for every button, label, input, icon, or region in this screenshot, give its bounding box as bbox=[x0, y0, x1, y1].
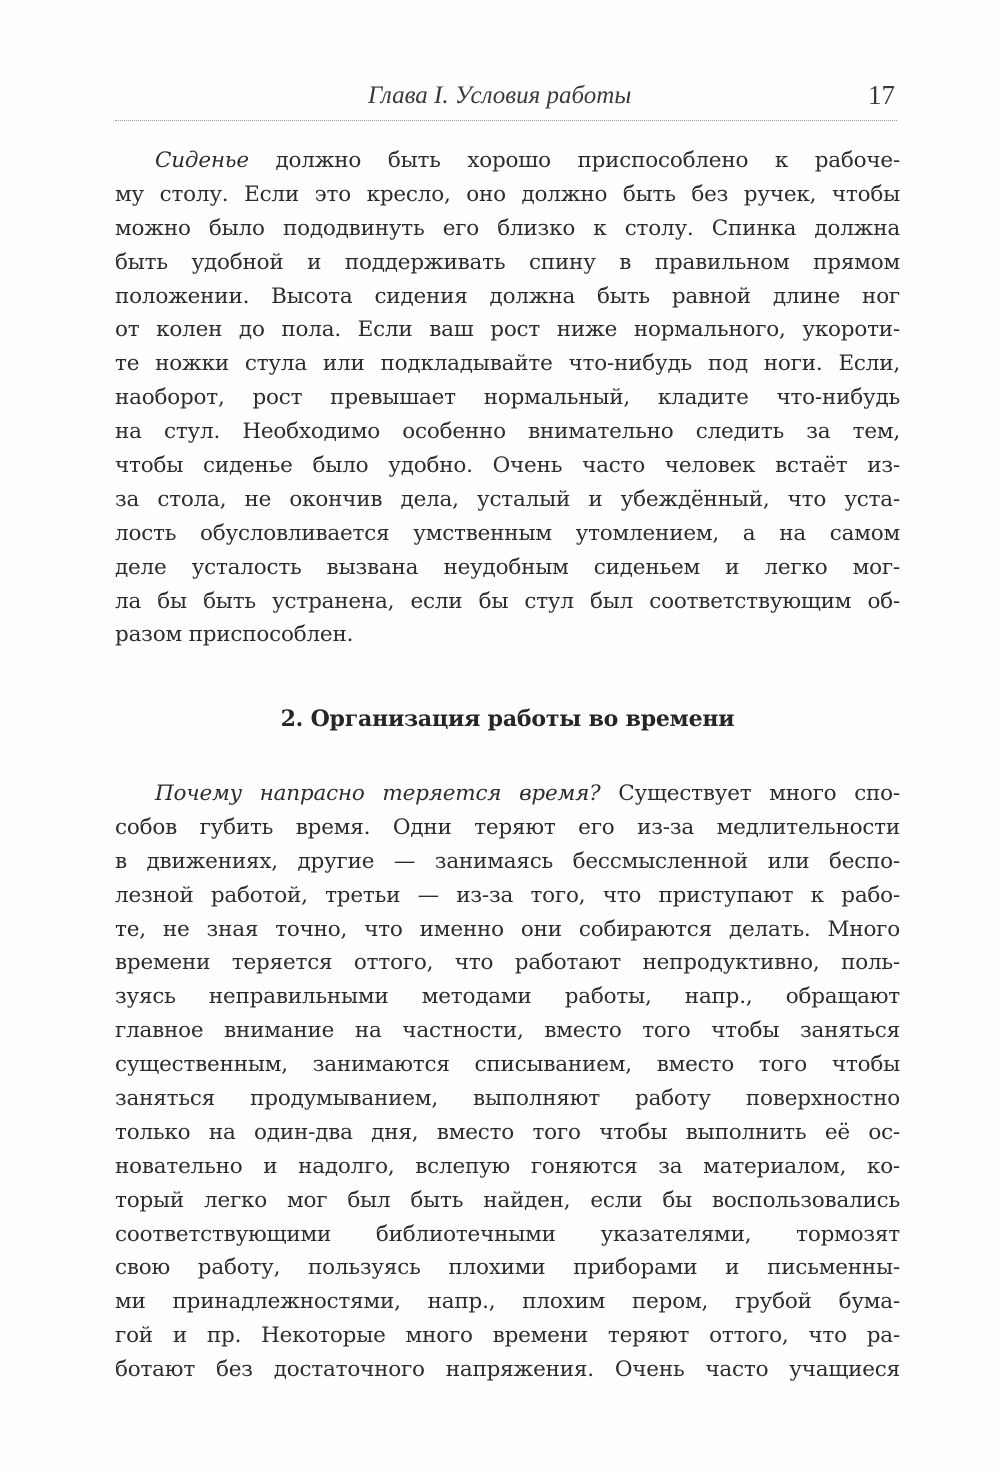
paragraph-line: зуясь неправильными методами работы, напр., обращают bbox=[115, 984, 900, 1010]
paragraph-line: свою работу, пользуясь плохими приборами и письменны- bbox=[115, 1255, 900, 1281]
paragraph-line: положении. Высота сидения должна быть равной длине ног bbox=[115, 283, 900, 309]
paragraph-line: на стул. Необходимо особенно внимательно следить за тем, bbox=[115, 419, 900, 445]
page-number: 17 bbox=[868, 80, 895, 110]
paragraph-line: чтобы сиденье было удобно. Очень часто человек встаёт из- bbox=[115, 453, 900, 479]
chapter-title: Глава I. Условия работы bbox=[368, 82, 632, 109]
paragraph-line: лость обусловливается умственным утомлением, а на самом bbox=[115, 520, 900, 546]
paragraph-line: собов губить время. Одни теряют его из-за медлительности bbox=[115, 814, 900, 840]
paragraph-line: ботают без достаточного напряжения. Очень часто учащиеся bbox=[115, 1357, 900, 1383]
running-header bbox=[115, 78, 897, 121]
paragraph-line: ми принадлежностями, напр., плохим пером, грубой бума- bbox=[115, 1289, 900, 1315]
paragraph-line: можно было пододвинуть его близко к столу. Спинка должна bbox=[115, 215, 900, 241]
section-heading: 2. Организация работы во времени bbox=[280, 706, 735, 732]
paragraph-line: быть удобной и поддерживать спину в правильном прямом bbox=[115, 249, 900, 275]
paragraph-seating bbox=[115, 144, 900, 652]
paragraph-line: гой и пр. Некоторые много времени теряют оттого, что ра- bbox=[115, 1323, 900, 1349]
paragraph-line: те, не зная точно, что именно они собираются делать. Много bbox=[115, 916, 900, 942]
paragraph-line: времени теряется оттого, что работают непродуктивно, поль- bbox=[115, 950, 900, 976]
paragraph-line: соответствующими библиотечными указателями, тормозят bbox=[115, 1221, 900, 1247]
paragraph-line: новательно и надолго, вслепую гоняются за материалом, ко- bbox=[115, 1153, 900, 1179]
paragraph-time bbox=[115, 777, 900, 1387]
italic-lead: Сиденье bbox=[155, 148, 249, 173]
paragraph-line: наоборот, рост превышает нормальный, кладите что-нибудь bbox=[115, 385, 900, 411]
italic-lead: Почему напрасно теряется время? bbox=[155, 781, 601, 806]
paragraph-line: заняться продумыванием, выполняют работу поверхностно bbox=[115, 1086, 900, 1112]
paragraph-line: существенным, занимаются списыванием, вместо того чтобы bbox=[115, 1052, 900, 1078]
paragraph-line: му столу. Если это кресло, оно должно быть без ручек, чтобы bbox=[115, 181, 900, 207]
paragraph-line: деле усталость вызвана неудобным сиденьем и легко мог- bbox=[115, 554, 900, 580]
paragraph-line: те ножки стула или подкладывайте что-нибудь под ноги. Если, bbox=[115, 351, 900, 377]
paragraph-line: торый легко мог был быть найден, если бы воспользовались bbox=[115, 1187, 900, 1213]
paragraph-line: только на один-два дня, вместо того чтобы выполнить её ос- bbox=[115, 1119, 900, 1145]
paragraph-line: Сиденье должно быть хорошо приспособлено к рабоче- bbox=[155, 148, 900, 173]
paragraph-line: разом приспособлен. bbox=[115, 622, 354, 648]
paragraph-line: ла бы быть устранена, если бы стул был соответствующим об- bbox=[115, 588, 900, 614]
paragraph-line: в движениях, другие — занимаясь бессмысленной или беспо- bbox=[115, 848, 900, 874]
paragraph-line: лезной работой, третьи — из-за того, что приступают к рабо- bbox=[115, 882, 900, 908]
paragraph-line: главное внимание на частности, вместо того чтобы заняться bbox=[115, 1018, 900, 1044]
paragraph-line: за стола, не окончив дела, усталый и убеждённый, что уста- bbox=[115, 486, 900, 512]
paragraph-line: Почему напрасно теряется время? Существует много спо- bbox=[155, 781, 900, 806]
paragraph-line: от колен до пола. Если ваш рост ниже нормального, укороти- bbox=[115, 317, 900, 343]
